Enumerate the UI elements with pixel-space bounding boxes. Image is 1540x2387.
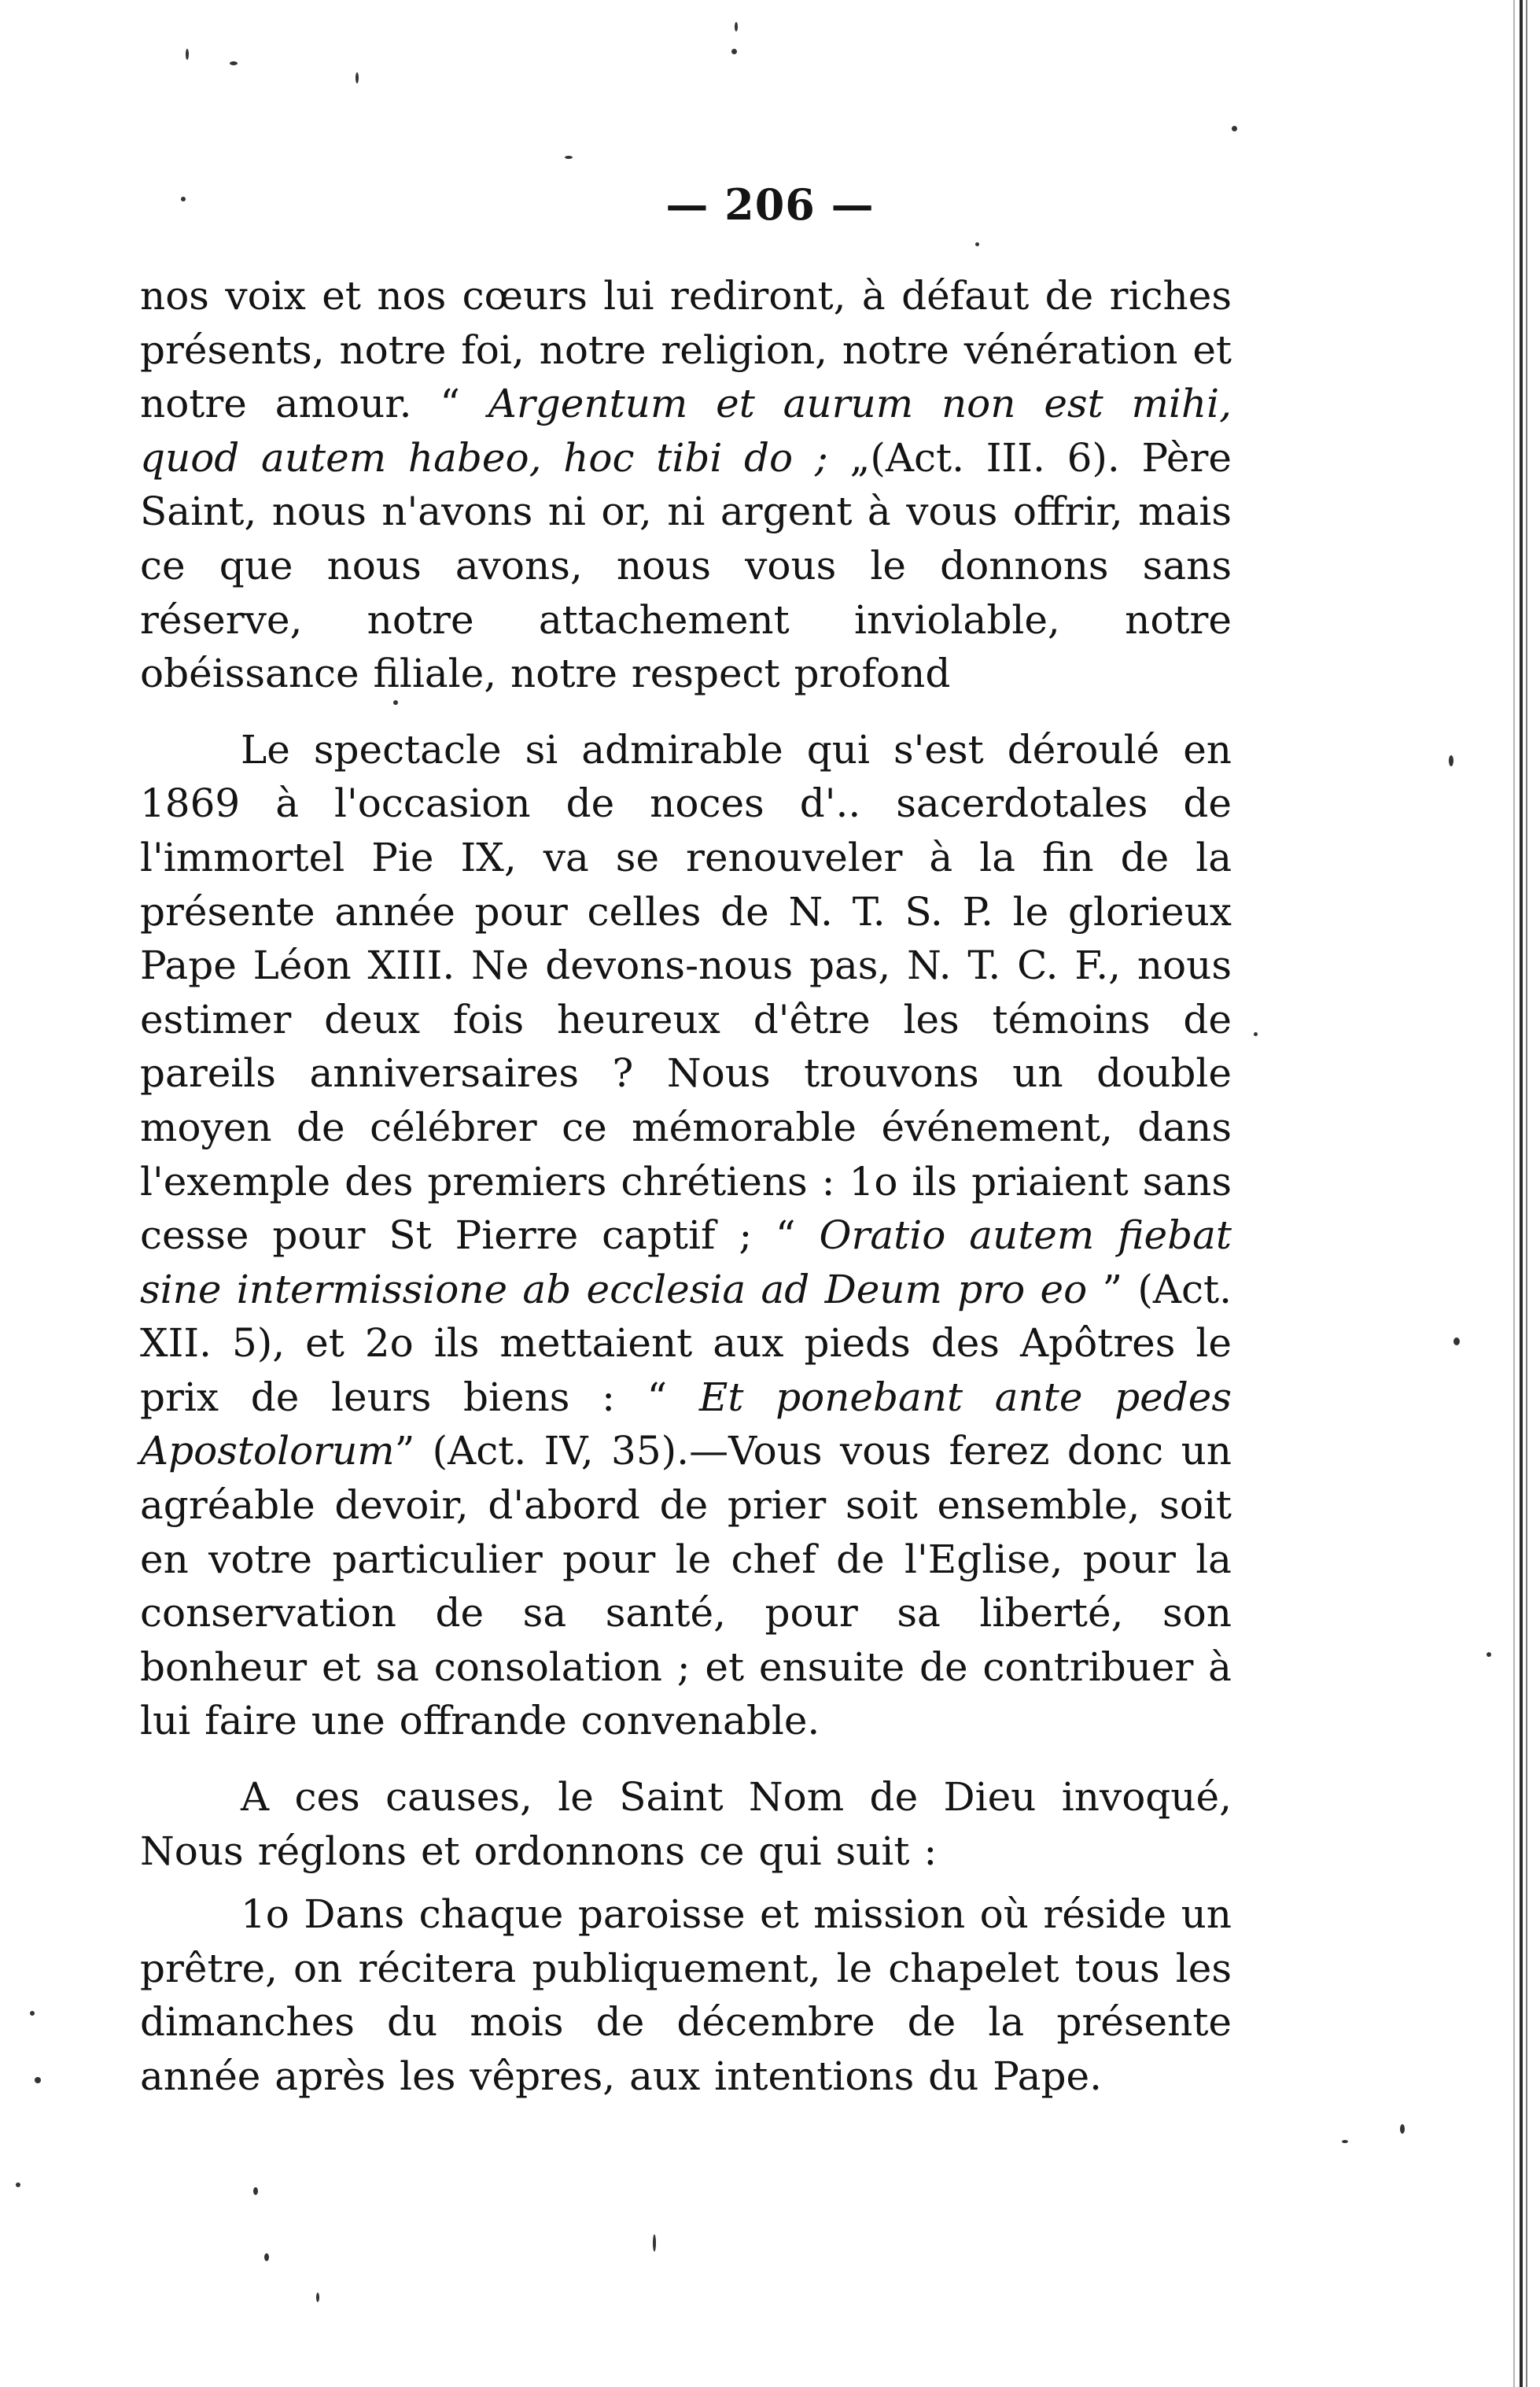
text-run: A ces causes, le Saint Nom de Dieu invoqué, Nous réglons et ordonnons ce qui suit : [140, 1774, 1232, 1874]
paragraph-continuation [140, 269, 1232, 701]
scan-speck [1453, 1337, 1460, 1345]
text-run: nos voix et nos cœurs lui rediront, à défaut de riches présents, notre foi, notre religion, notre vénération et notre amour. “ [140, 273, 1232, 427]
paragraph-jubilee [140, 723, 1232, 1748]
text-run: „(Act. III. 6). Père Saint, nous n'avons ni or, ni argent à vous offrir, mais ce que nous avons, nous vous le donnons sans réserve, notre attachement inviolable, notre obéissance filiale, notre respect profond [140, 434, 1232, 697]
scan-speck [975, 242, 979, 246]
scan-speck [1232, 126, 1237, 131]
text-run: ” (Act. XII. 5), et 2o ils mettaient aux pieds des Apôtres le prix de leurs biens : “ [140, 1266, 1232, 1420]
scan-speck [16, 2182, 20, 2187]
page-number: — 206 — [665, 179, 875, 230]
scan-edge-artifact [1485, 0, 1540, 2387]
scan-speck [30, 2011, 35, 2016]
page-body-text [140, 269, 1232, 2104]
text-run: Le spectacle si admirable qui s'est déroulé en 1869 à l'occasion de noces d'.. sacerdotales de l'immortel Pie IX, va se renouveler à la fin de la présente année pour celles de N. T. S. P. le glorieux Pape Léon XIII. Ne devons-nous pas, N. T. C. F., nous estimer deux fois heureux d'être les témoins de pareils anniversaires ? Nous trouvons un double moyen de célébrer ce mémorable événement, dans l'exemple des premiers chrétiens : 1o ils priaient sans cesse pour St Pierre captif ; “ [140, 726, 1232, 1259]
paragraph-ordinance-intro [140, 1770, 1232, 1878]
scan-speck [181, 197, 186, 201]
paragraph-article-1 [140, 1887, 1232, 2103]
latin-quote: Et ponebant ante pedes Apostolorum [140, 1374, 1232, 1474]
scan-speck [35, 2077, 41, 2083]
scan-edge-line [1513, 0, 1515, 2387]
latin-quote: Argentum et aurum non est mihi, quod autem habeo, hoc tibi do ; [140, 381, 1232, 481]
scan-speck [1342, 2140, 1348, 2143]
text-run: ” (Act. IV, 35).—Vous vous ferez donc un agréable devoir, d'abord de prier soit ensemble, soit en votre particulier pour le chef de l'Eglise, pour la conservation de sa santé, pour sa liberté, son bonheur et sa consolation ; et ensuite de contribuer à lui faire une offrande convenable. [140, 1428, 1232, 1744]
scan-speck [653, 2234, 656, 2252]
scan-speck [316, 2293, 319, 2302]
scan-speck [264, 2253, 269, 2261]
latin-quote: Oratio autem fiebat sine intermissione ab ecclesia ad Deum pro eo [140, 1212, 1232, 1312]
scan-speck [1487, 1652, 1491, 1657]
text-run: 1o Dans chaque paroisse et mission où réside un prêtre, on récitera publiquement, le chapelet tous les dimanches du mois de décembre de la présente année après les vêpres, aux intentions du Pape. [140, 1891, 1232, 2099]
scan-speck [230, 61, 238, 65]
scan-speck [356, 72, 359, 83]
scan-edge-line [1526, 0, 1527, 2387]
scan-speck [1449, 755, 1453, 766]
scan-speck [253, 2187, 258, 2195]
scan-speck [393, 700, 398, 705]
scan-speck [735, 22, 738, 31]
scan-speck [731, 49, 737, 54]
scan-speck [186, 49, 189, 60]
scan-speck [565, 156, 573, 159]
scan-speck [1400, 2124, 1405, 2134]
scan-speck [1254, 1032, 1258, 1036]
scan-edge-line [1520, 0, 1523, 2387]
